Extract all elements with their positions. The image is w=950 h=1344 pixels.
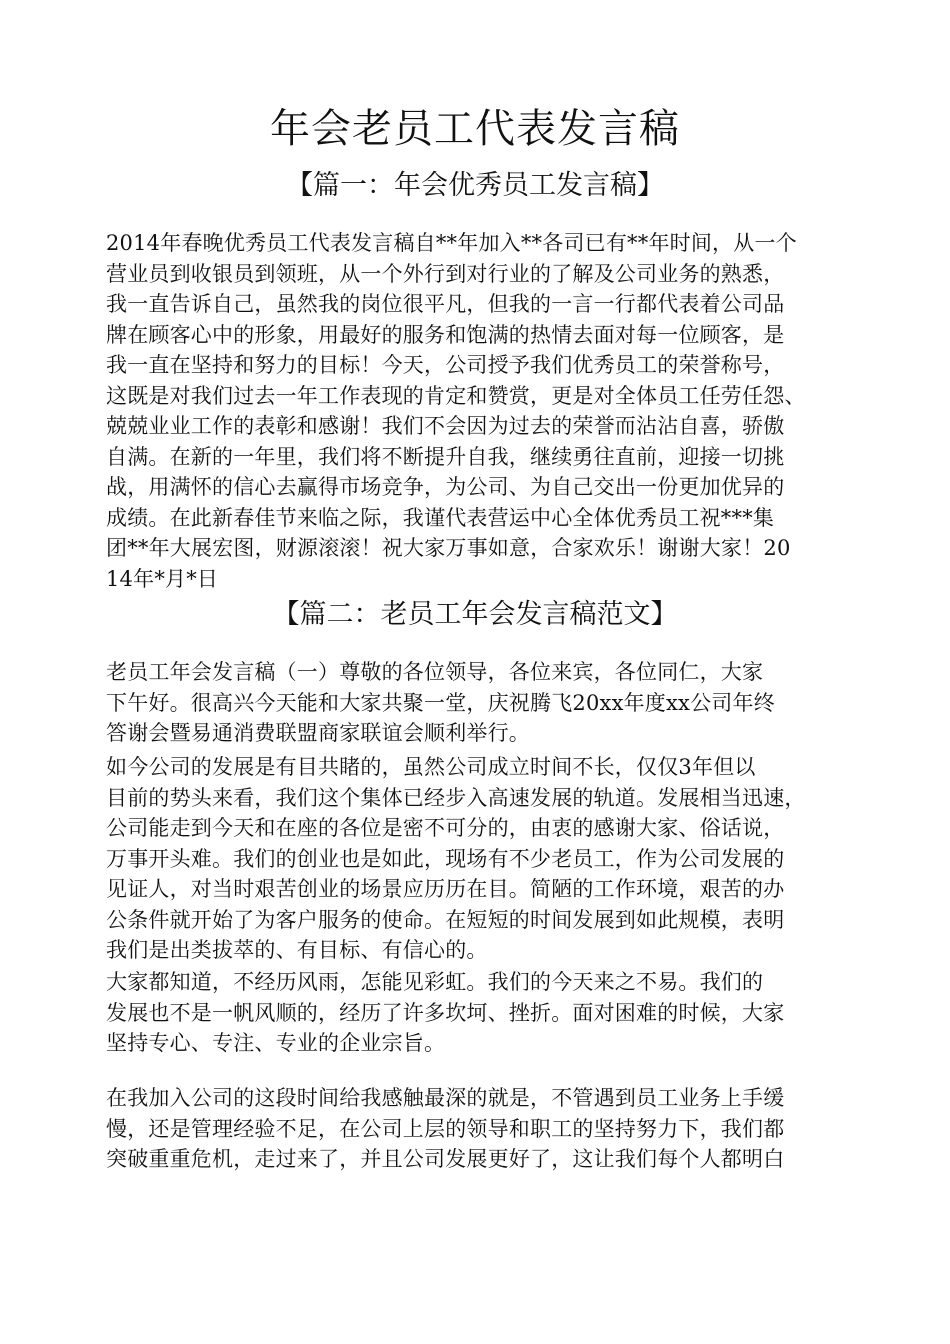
text-line: 营业员到收银员到领班，从一个外行到对行业的了解及公司业务的熟悉， xyxy=(106,261,785,286)
document-title: 年会老员工代表发言稿 xyxy=(270,106,680,152)
text-line: 这既是对我们过去一年工作表现的肯定和赞赏，更是对全体员工任劳任怨、 xyxy=(106,383,806,408)
section1-heading: 【篇一：年会优秀员工发言稿】 xyxy=(286,170,664,201)
text-line: 发展也不是一帆风顺的，经历了许多坎坷、挫折。面对困难的时候，大家 xyxy=(106,1000,785,1025)
text-line: 目前的势头来看，我们这个集体已经步入高速发展的轨道。发展相当迅速， xyxy=(106,785,806,810)
section2-paragraph-2 xyxy=(106,752,866,966)
text-line: 大家都知道，不经历风雨，怎能见彩虹。我们的今天来之不易。我们的 xyxy=(106,970,764,994)
text-line: 我一直在坚持和努力的目标！今天，公司授予我们优秀员工的荣誉称号， xyxy=(106,353,785,377)
text-line: 公司能走到今天和在座的各位是密不可分的，由衷的感谢大家、俗话说， xyxy=(106,816,785,840)
section2-paragraph-4 xyxy=(106,1083,866,1175)
text-line: 万事开头难。我们的创业也是如此，现场有不少老员工，作为公司发展的 xyxy=(106,846,785,871)
text-line: 突破重重危机，走过来了，并且公司发展更好了，这让我们每个人都明白 xyxy=(106,1147,785,1171)
text-line: 答谢会暨易通消费联盟商家联谊会顺利举行。 xyxy=(106,721,530,745)
text-line: 坚持专心、专注、专业的企业宗旨。 xyxy=(106,1031,446,1055)
text-line: 见证人，对当时艰苦创业的场景应历历在目。简陋的工作环境，艰苦的办 xyxy=(106,877,785,901)
section1-paragraph xyxy=(106,228,866,594)
text-line: 自满。在新的一年里，我们将不断提升自我，继续勇往直前，迎接一切挑 xyxy=(106,444,785,469)
text-line: 如今公司的发展是有目共睹的，虽然公司成立时间不长，仅仅3年但以 xyxy=(106,755,756,779)
text-line: 14年*月*日 xyxy=(106,566,219,591)
text-line: 2014年春晚优秀员工代表发言稿自**年加入**各司已有**年时间，从一个 xyxy=(106,231,797,255)
section2-paragraph-3 xyxy=(106,967,866,1059)
text-line: 在我加入公司的这段时间给我感触最深的就是，不管遇到员工业务上手缓 xyxy=(106,1086,785,1110)
text-line: 团**年大展宏图，财源滚滚！祝大家万事如意，合家欢乐！谢谢大家！20 xyxy=(106,536,791,560)
text-line: 老员工年会发言稿（一）尊敬的各位领导，各位来宾，各位同仁，大家 xyxy=(106,660,764,684)
text-line: 下午好。很高兴今天能和大家共聚一堂，庆祝腾飞20xx年度xx公司年终 xyxy=(106,690,775,715)
text-line: 我们是出类拔萃的、有目标、有信心的。 xyxy=(106,938,488,962)
text-line: 公条件就开始了为客户服务的使命。在短短的时间发展到如此规模，表明 xyxy=(106,907,785,932)
text-line: 成绩。在此新春佳节来临之际，我谨代表营运中心全体优秀员工祝***集 xyxy=(106,505,775,530)
text-line: 兢兢业业工作的表彰和感谢！我们不会因为过去的荣誉而沾沾自喜，骄傲 xyxy=(106,414,785,438)
text-line: 牌在顾客心中的形象，用最好的服务和饱满的热情去面对每一位顾客，是 xyxy=(106,322,785,347)
text-line: 我一直告诉自己，虽然我的岗位很平凡，但我的一言一行都代表着公司品 xyxy=(106,292,785,316)
text-line: 慢，还是管理经验不足，在公司上层的领导和职工的坚持努力下，我们都 xyxy=(106,1116,785,1141)
text-line: 战，用满怀的信心去赢得市场竞争，为公司、为自己交出一份更加优异的 xyxy=(106,475,785,499)
section2-paragraph-1 xyxy=(106,657,866,749)
section2-heading: 【篇二：老员工年会发言稿范文】 xyxy=(272,599,678,630)
